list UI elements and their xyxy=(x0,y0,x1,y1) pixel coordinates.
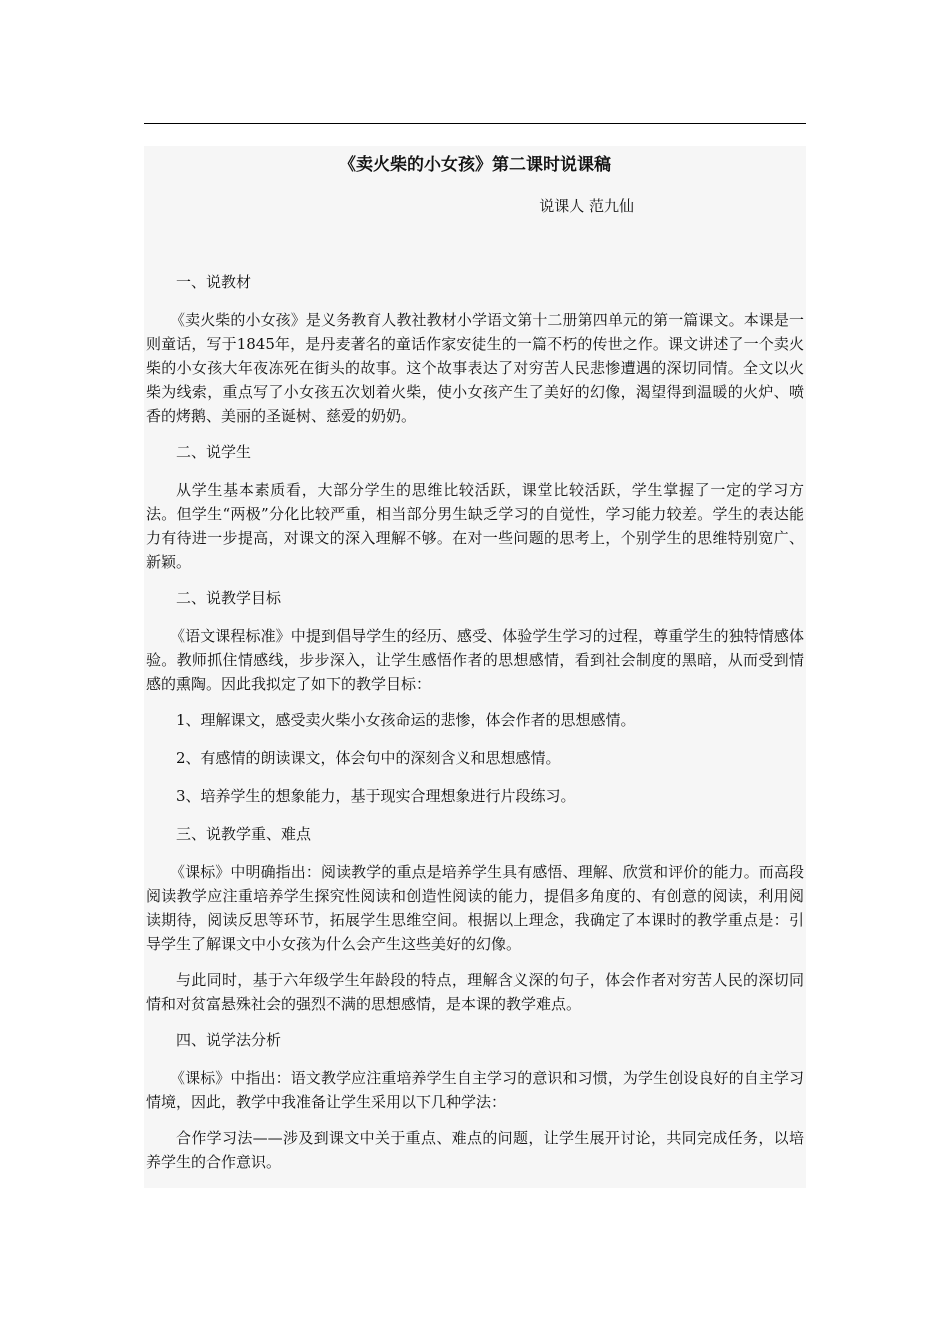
section-heading: 一、说教材 xyxy=(176,273,252,291)
paragraph: 与此同时，基于六年级学生年龄段的特点，理解含义深的句子，体会作者对穷苦人民的深切同情和对贫富悬殊社会的强烈不满的思想感情，是本课的教学难点。 xyxy=(146,971,804,1013)
paragraph: 从学生基本素质看，大部分学生的思维比较活跃，课堂比较活跃，学生掌握了一定的学习方法。但学生“两极”分化比较严重，相当部分男生缺乏学习的自觉性，学习能力较差。学生的表达能力有待进一步提高，对课文的深入理解不够。在对一些问题的思考上，个别学生的思维特别宽广、新颖。 xyxy=(146,481,804,571)
spacer xyxy=(146,218,804,270)
paragraph: 《课标》中指出：语文教学应注重培养学生自主学习的意识和习惯，为学生创设良好的自主学习情境，因此，教学中我准备让学生采用以下几种学法： xyxy=(146,1069,804,1111)
section-heading: 三、说教学重、难点 xyxy=(176,825,312,843)
section-heading: 1、理解课文，感受卖火柴小女孩命运的悲惨，体会作者的思想感情。 xyxy=(176,711,636,729)
section-heading: 3、培养学生的想象能力，基于现实合理想象进行片段练习。 xyxy=(176,787,576,805)
paragraph: 《课标》中明确指出：阅读教学的重点是培养学生具有感悟、理解、欣赏和评价的能力。而高段阅读教学应注重培养学生探究性阅读和创造性阅读的能力，提倡多角度的、有创意的阅读，利用阅读期待，阅读反思等环节，拓展学生思维空间。根据以上理念，我确定了本课时的教学重点是：引导学生了解课文中小女孩为什么会产生这些美好的幻像。 xyxy=(146,863,804,953)
document-body xyxy=(144,146,806,1188)
section-heading: 2、有感情的朗读课文，体会句中的深刻含义和思想感情。 xyxy=(176,749,561,767)
paragraph-list xyxy=(146,270,804,1174)
section-heading: 二、说教学目标 xyxy=(176,589,282,607)
paragraph: 合作学习法——涉及到课文中关于重点、难点的问题，让学生展开讨论，共同完成任务，以培养学生的合作意识。 xyxy=(146,1129,804,1171)
section-heading: 四、说学法分析 xyxy=(176,1031,282,1049)
document-title: 《卖火柴的小女孩》第二课时说课稿 xyxy=(339,155,611,175)
speaker-line: 说课人 范九仙 xyxy=(539,197,634,215)
paragraph: 《卖火柴的小女孩》是义务教育人教社教材小学语文第十二册第四单元的第一篇课文。本课是一则童话，写于1845年，是丹麦著名的童话作家安徒生的一篇不朽的传世之作。课文讲述了一个卖火柴的小女孩大年夜冻死在街头的故事。这个故事表达了对穷苦人民悲惨遭遇的深切同情。全文以火柴为线索，重点写了小女孩五次划着火柴，使小女孩产生了美好的幻像，渴望得到温暖的火炉、喷香的烤鹅、美丽的圣诞树、慈爱的奶奶。 xyxy=(146,311,804,425)
paragraph: 《语文课程标准》中提到倡导学生的经历、感受、体验学生学习的过程，尊重学生的独特情感体验。教师抓住情感线，步步深入，让学生感悟作者的思想感情，看到社会制度的黑暗，从而受到情感的熏陶。因此我拟定了如下的教学目标： xyxy=(146,627,804,693)
header-rule xyxy=(144,123,806,124)
section-heading: 二、说学生 xyxy=(176,443,252,461)
